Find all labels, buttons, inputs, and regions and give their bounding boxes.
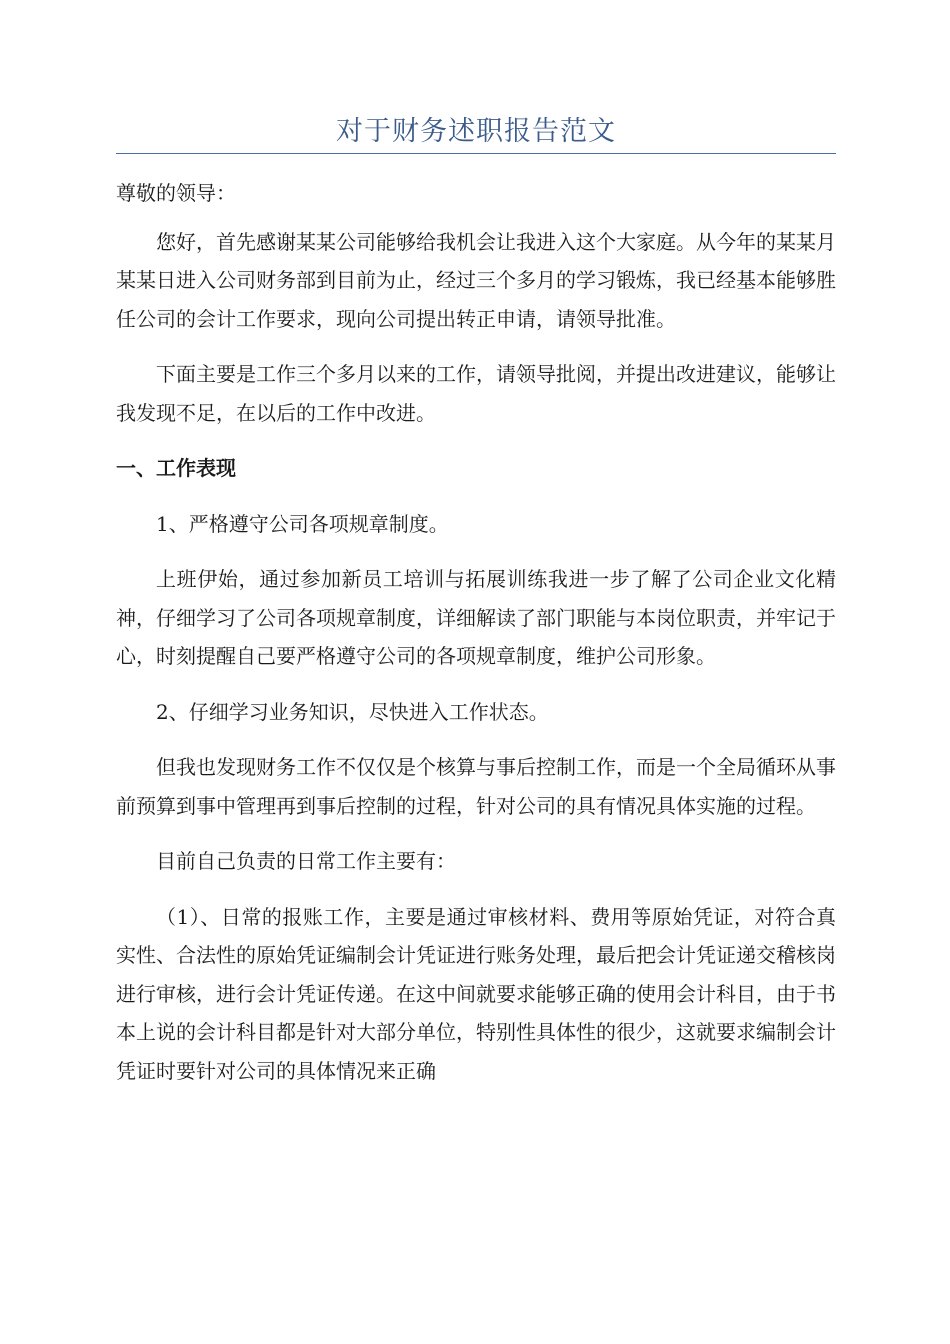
paragraph-intro: 您好，首先感谢某某公司能够给我机会让我进入这个大家庭。从今年的某某月某某日进入公司财务部到目前为止，经过三个多月的学习锻炼，我已经基本能够胜任公司的会计工作要求，现向公司提出转正申请，请领导批准。 — [116, 229, 836, 331]
document-body — [116, 174, 836, 1107]
list-item-1: 1、严格遵守公司各项规章制度。 — [156, 511, 449, 536]
document-title: 对于财务述职报告范文 — [336, 116, 616, 147]
paragraph-daily-work: 目前自己负责的日常工作主要有： — [156, 849, 456, 873]
title-divider — [116, 153, 836, 154]
section-heading-work-performance: 一、工作表现 — [116, 456, 236, 480]
paragraph-reimbursement: （1）、日常的报账工作，主要是通过审核材料、费用等原始凭证，对符合真实性、合法性的原始凭证编制会计凭证进行账务处理，最后把会计凭证递交稽核岗进行审核，进行会计凭证传递。在这中间就要求能够正确的使用会计科目，由于书本上说的会计科目都是针对大部分单位，特别性具体性的很少，这就要求编制会计凭证时要针对公司的具体情况来正确 — [116, 904, 836, 1083]
paragraph-finance-work: 但我也发现财务工作不仅仅是个核算与事后控制工作，而是一个全局循环从事前预算到事中管理再到事后控制的过程，针对公司的具有情况具体实施的过程。 — [116, 755, 836, 818]
salutation: 尊敬的领导： — [116, 181, 236, 205]
paragraph-overview: 下面主要是工作三个多月以来的工作，请领导批阅，并提出改进建议，能够让我发现不足，在以后的工作中改进。 — [116, 362, 836, 425]
paragraph-rules: 上班伊始，通过参加新员工培训与拓展训练我进一步了解了公司企业文化精神，仔细学习了公司各项规章制度，详细解读了部门职能与本岗位职责，并牢记于心，时刻提醒自己要严格遵守公司的各项规章制度，维护公司形象。 — [116, 567, 836, 668]
list-item-2: 2、仔细学习业务知识，尽快进入工作状态。 — [156, 699, 549, 724]
